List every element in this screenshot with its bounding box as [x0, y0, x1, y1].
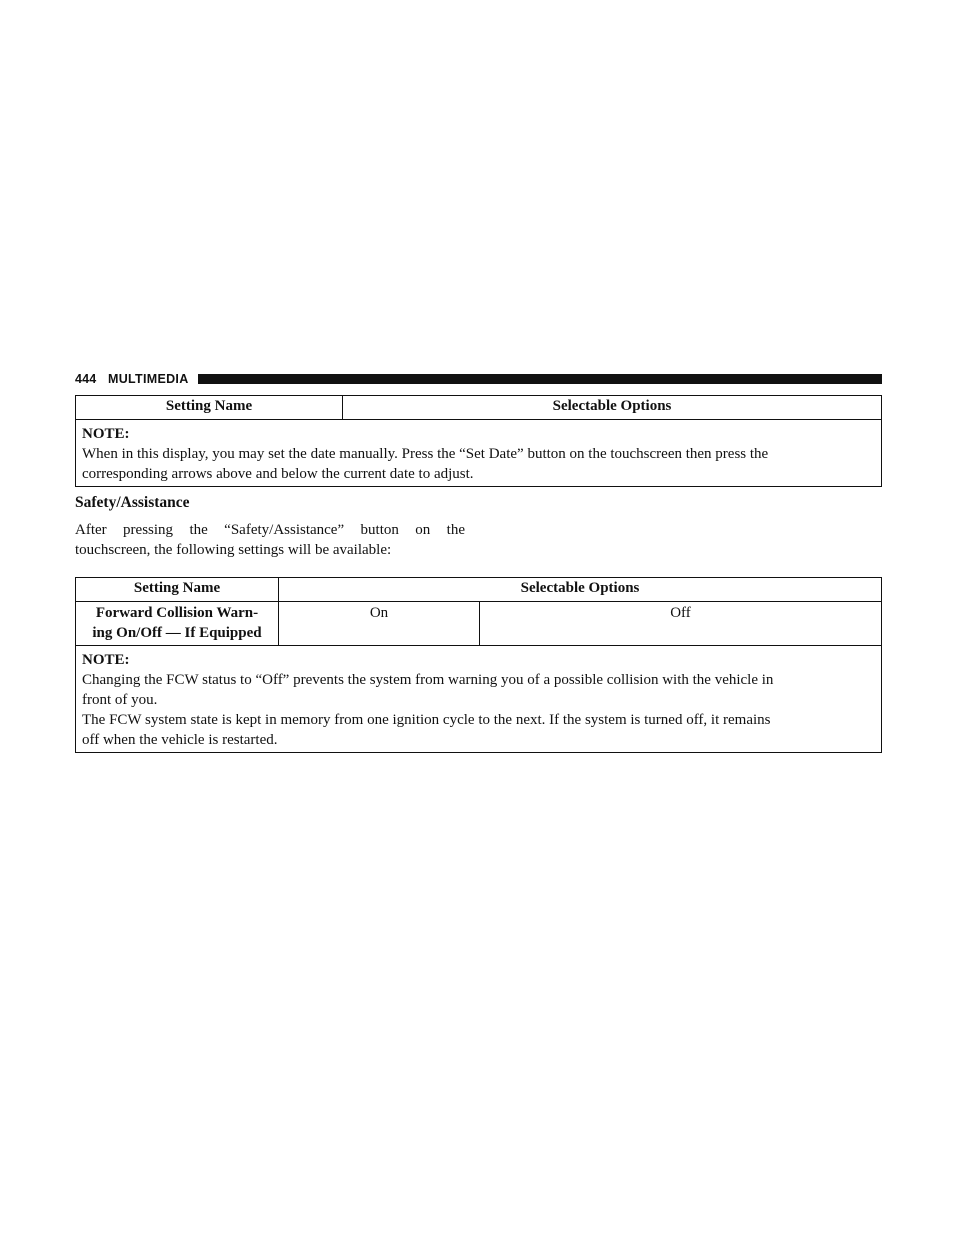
note-text-line: front of you.	[82, 692, 158, 708]
option-on-cell: On	[279, 602, 480, 646]
setting-name-line: Forward Collision Warn-	[95, 605, 259, 621]
header-rule	[198, 374, 882, 384]
section-heading: Safety/Assistance	[75, 494, 190, 511]
column-header-selectable-options: Selectable Options	[279, 578, 882, 602]
intro-paragraph	[75, 520, 465, 560]
date-settings-table	[75, 395, 882, 487]
table-header-row	[76, 578, 882, 602]
safety-settings-table	[75, 577, 882, 753]
intro-line: After pressing the “Safety/Assistance” button on the	[75, 522, 465, 538]
table-header-row	[76, 396, 882, 420]
note-row	[76, 420, 882, 487]
page-header	[75, 371, 882, 387]
column-header-selectable-options: Selectable Options	[343, 396, 882, 420]
setting-name-line: ing On/Off — If Equipped	[92, 625, 262, 641]
column-header-setting-name: Setting Name	[76, 578, 279, 602]
note-label: NOTE:	[82, 652, 130, 668]
note-row	[76, 646, 882, 753]
note-text-line: When in this display, you may set the date manually. Press the “Set Date” button on the touchscreen then press the	[82, 446, 769, 462]
table-row	[76, 602, 882, 646]
note-cell	[76, 420, 882, 487]
section-title: MULTIMEDIA	[108, 372, 189, 386]
setting-name-cell	[76, 602, 279, 646]
note-cell	[76, 646, 882, 753]
note-text-line: corresponding arrows above and below the current date to adjust.	[82, 466, 474, 482]
intro-line: touchscreen, the following settings will be available:	[75, 542, 392, 558]
note-text-line: Changing the FCW status to “Off” prevents the system from warning you of a possible collision with the vehicle in	[82, 672, 774, 688]
column-header-setting-name: Setting Name	[76, 396, 343, 420]
option-off-cell: Off	[480, 602, 882, 646]
note-text-line: The FCW system state is kept in memory from one ignition cycle to the next. If the system is turned off, it remains	[82, 712, 771, 728]
note-label: NOTE:	[82, 426, 130, 442]
page-number: 444	[75, 372, 97, 386]
note-text-line: off when the vehicle is restarted.	[82, 732, 278, 748]
